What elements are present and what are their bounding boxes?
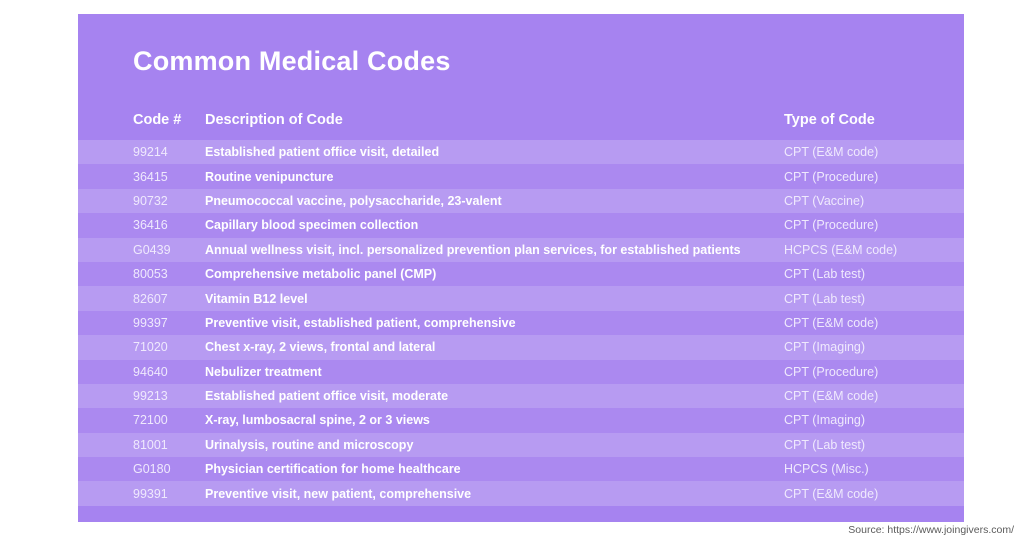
cell-type: CPT (E&M code) <box>784 486 879 501</box>
table-row <box>78 408 964 432</box>
cell-code: G0439 <box>133 242 171 257</box>
cell-code: G0180 <box>133 462 171 477</box>
medical-codes-table <box>78 100 964 506</box>
cell-type: CPT (Lab test) <box>784 267 866 282</box>
page-title: Common Medical Codes <box>133 46 451 76</box>
table-row <box>78 286 964 310</box>
cell-code: 36415 <box>133 169 168 184</box>
cell-type: HCPCS (E&M code) <box>784 242 898 257</box>
cell-type: CPT (Procedure) <box>784 218 879 233</box>
table-body <box>78 140 964 506</box>
cell-description: Nebulizer treatment <box>205 364 322 379</box>
cell-type: CPT (E&M code) <box>784 145 879 160</box>
table-row <box>78 360 964 384</box>
table-header-row <box>78 100 964 140</box>
cell-code: 36416 <box>133 218 168 233</box>
cell-code: 94640 <box>133 364 168 379</box>
cell-type: CPT (Lab test) <box>784 291 866 306</box>
cell-description: Pneumococcal vaccine, polysaccharide, 23-valent <box>205 193 502 208</box>
cell-type: HCPCS (Misc.) <box>784 462 869 477</box>
cell-description: Physician certification for home healthcare <box>205 462 461 477</box>
medical-codes-card <box>78 14 964 522</box>
cell-code: 99214 <box>133 145 168 160</box>
source-credit: Source: https://www.joingivers.com/ <box>848 524 1014 536</box>
table-row <box>78 213 964 237</box>
table-row <box>78 433 964 457</box>
cell-code: 72100 <box>133 413 168 428</box>
cell-code: 71020 <box>133 340 168 355</box>
cell-type: CPT (Vaccine) <box>784 193 865 208</box>
cell-description: Comprehensive metabolic panel (CMP) <box>205 267 437 282</box>
cell-code: 80053 <box>133 267 168 282</box>
cell-code: 99213 <box>133 389 168 404</box>
cell-code: 99397 <box>133 315 168 330</box>
table-row <box>78 189 964 213</box>
cell-code: 99391 <box>133 486 168 501</box>
table-row <box>78 335 964 359</box>
table-row <box>78 140 964 164</box>
table-row <box>78 384 964 408</box>
cell-type: CPT (Procedure) <box>784 169 879 184</box>
cell-description: Routine venipuncture <box>205 169 334 184</box>
column-header-type: Type of Code <box>784 112 875 128</box>
cell-type: CPT (Procedure) <box>784 364 879 379</box>
cell-type: CPT (Imaging) <box>784 340 866 355</box>
cell-code: 90732 <box>133 193 168 208</box>
cell-code: 82607 <box>133 291 168 306</box>
column-header-code: Code # <box>133 112 182 128</box>
table-row <box>78 164 964 188</box>
cell-description: Urinalysis, routine and microscopy <box>205 437 414 452</box>
cell-type: CPT (Imaging) <box>784 413 866 428</box>
cell-description: Established patient office visit, moderate <box>205 389 449 404</box>
cell-description: Preventive visit, established patient, comprehensive <box>205 315 516 330</box>
table-row <box>78 262 964 286</box>
table-row <box>78 238 964 262</box>
cell-code: 81001 <box>133 437 168 452</box>
cell-description: Established patient office visit, detailed <box>205 145 440 160</box>
cell-description: Vitamin B12 level <box>205 291 308 306</box>
cell-type: CPT (E&M code) <box>784 315 879 330</box>
table-row <box>78 457 964 481</box>
cell-description: Chest x-ray, 2 views, frontal and lateral <box>205 340 436 355</box>
table-row <box>78 311 964 335</box>
cell-description: Preventive visit, new patient, comprehensive <box>205 486 472 501</box>
cell-description: Capillary blood specimen collection <box>205 218 419 233</box>
cell-description: Annual wellness visit, incl. personalized prevention plan services, for established patients <box>205 242 741 257</box>
table-row <box>78 481 964 505</box>
cell-type: CPT (E&M code) <box>784 389 879 404</box>
column-header-description: Description of Code <box>205 112 343 128</box>
cell-type: CPT (Lab test) <box>784 437 866 452</box>
cell-description: X-ray, lumbosacral spine, 2 or 3 views <box>205 413 430 428</box>
